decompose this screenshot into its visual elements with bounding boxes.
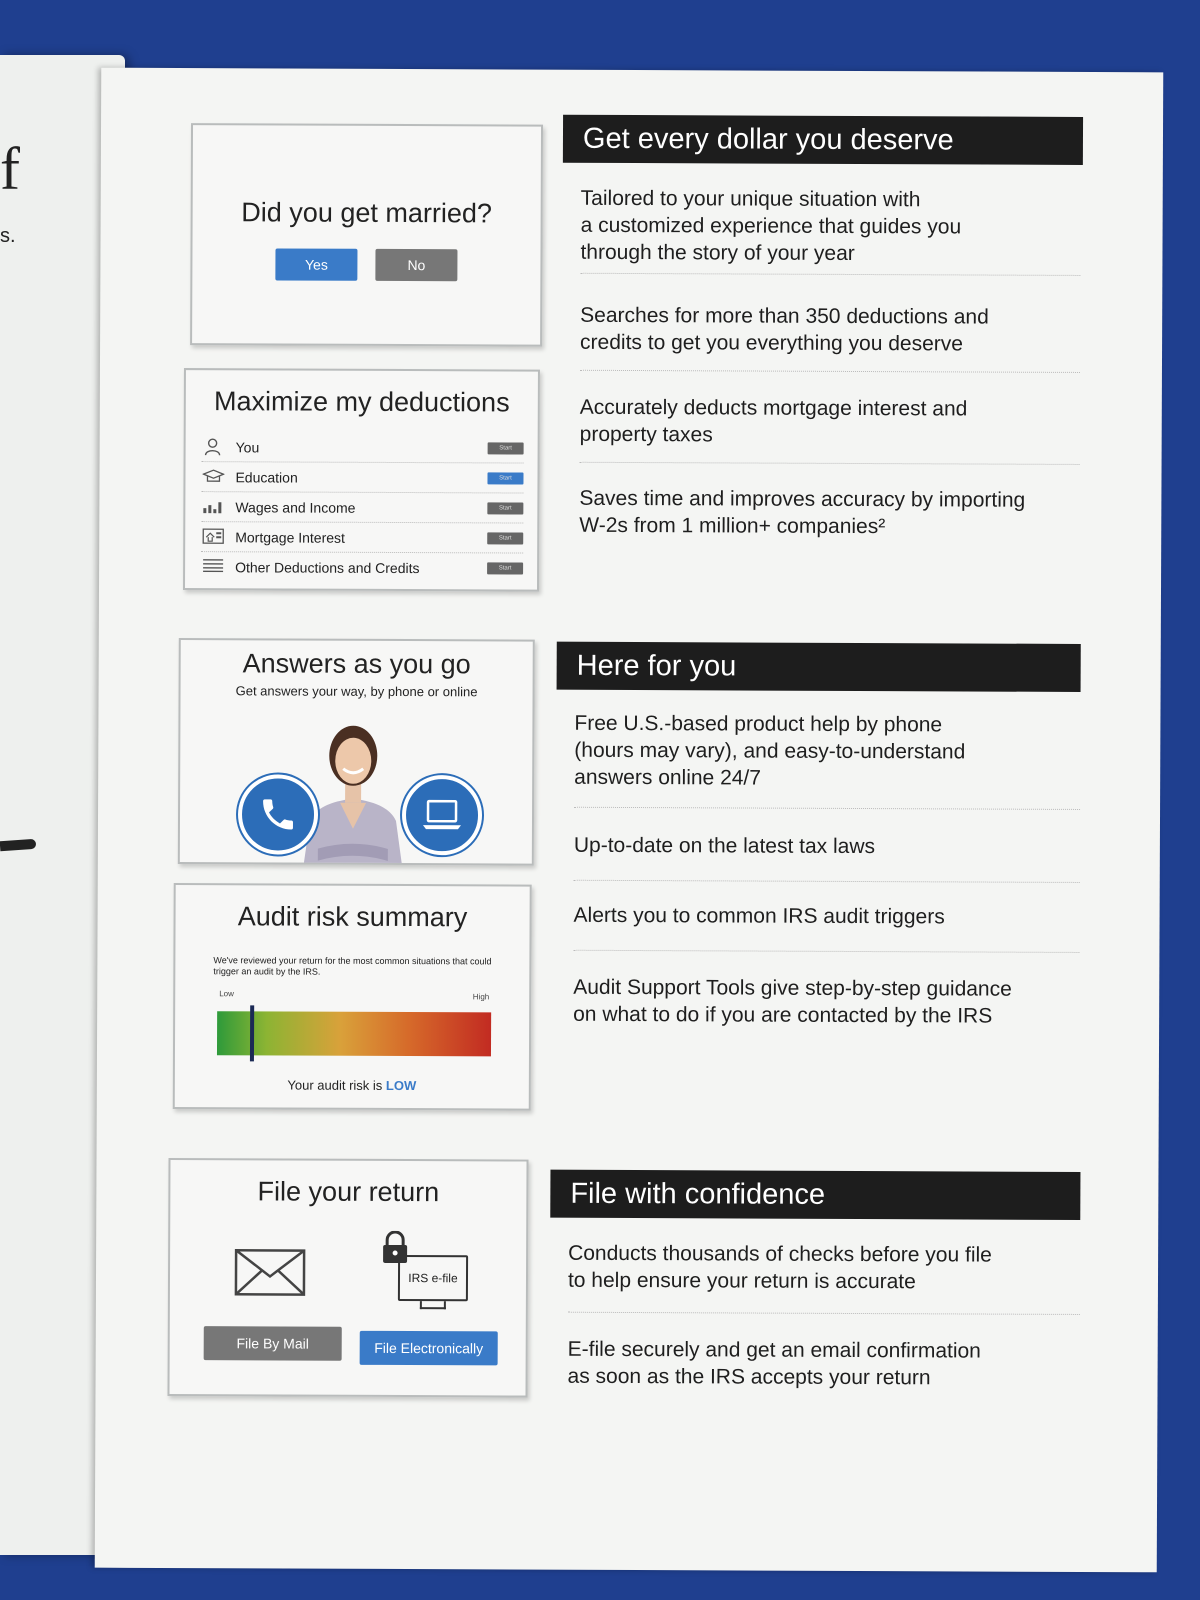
start-button[interactable]: Start [487,532,523,544]
divider [568,1312,1080,1315]
start-button[interactable]: Start [488,442,524,454]
irs-efile-monitor [398,1255,468,1301]
section-header-confidence: File with confidence [550,1170,1080,1220]
deduction-row[interactable] [201,522,523,553]
audit-result [175,1077,529,1094]
binder-clip [0,839,36,851]
audit-card [173,883,532,1111]
feature-text: Saves time and improves accuracy by importing W-2s from 1 million+ companies² [579,486,1026,539]
feature-text: Conducts thousands of checks before you file to help ensure your return is accurate [567,1241,992,1294]
audit-risk-meter [217,1011,491,1056]
deduction-row[interactable] [201,552,523,583]
file-by-mail-button[interactable]: File By Mail [204,1326,342,1361]
divider [574,880,1080,883]
audit-result-value: LOW [385,1077,417,1094]
feature-text: Accurately deducts mortgage interest and property taxes [579,395,968,447]
file-card-title: File your return [257,1176,440,1208]
feature-text: Tailored to your unique situation with a customized experience that guides you through the story of your year [580,186,962,265]
answers-card-subtitle: Get answers your way, by phone or online [235,683,478,700]
audit-result-prefix: Your audit risk is [287,1077,386,1093]
deduction-label: Education [235,468,298,486]
feature-text: Alerts you to common IRS audit triggers [573,903,945,929]
list-icon [201,558,225,576]
feature-text: Up-to-date on the latest tax laws [573,833,876,859]
brochure-page [95,68,1164,1573]
left-page-fragment-letter: f [0,136,20,202]
divider [580,273,1080,276]
answers-card [178,638,535,866]
deductions-card-title: Maximize my deductions [213,386,510,418]
audit-card-title: Audit risk summary [237,901,468,933]
deduction-row[interactable] [201,492,523,523]
irs-efile-label: IRS e-file [408,1271,458,1286]
house-icon [201,528,225,546]
divider [580,370,1080,373]
start-button[interactable]: Start [487,562,523,574]
left-page-fragment-text: s. [0,225,16,247]
answers-card-title: Answers as you go [242,648,471,680]
risk-marker [250,1005,254,1061]
phone-support-button[interactable] [238,774,318,854]
deduction-row[interactable] [201,462,523,493]
bar-chart-icon [201,498,225,516]
section-header-here: Here for you [557,642,1081,692]
start-button[interactable]: Start [487,502,523,514]
feature-text: Searches for more than 350 deductions and credits to get you everything you deserve [580,303,989,356]
deduction-label: You [235,438,260,455]
person-icon [202,438,226,456]
file-electronically-button[interactable]: File Electronically [360,1331,498,1366]
no-button[interactable]: No [375,249,457,281]
yes-button[interactable]: Yes [275,248,357,280]
deductions-card [183,368,540,592]
divider [573,950,1079,953]
deduction-label: Wages and Income [235,498,356,516]
graduation-cap-icon [201,468,225,486]
online-support-button[interactable] [402,775,482,855]
deduction-row[interactable] [202,432,524,463]
feature-text: E-file securely and get an email confirmation as soon as the IRS accepts your return [567,1337,981,1390]
divider [574,807,1080,810]
file-card [167,1158,528,1398]
low-label: Low [219,989,234,999]
deduction-label: Mortgage Interest [235,528,346,546]
audit-description: We've reviewed your return for the most common situations that could trigger an audit by the IRS. [213,955,492,977]
married-card [190,123,543,347]
envelope-icon [234,1248,306,1301]
start-button[interactable]: Start [487,472,523,484]
feature-text: Free U.S.-based product help by phone (hours may vary), and easy-to-understand answers online 24/7 [574,711,966,790]
divider [580,462,1080,465]
monitor-stand [420,1301,446,1309]
laptop-icon [420,797,464,833]
high-label: High [472,992,490,1002]
deduction-label: Other Deductions and Credits [235,559,420,577]
feature-text: Audit Support Tools give step-by-step guidance on what to do if you are contacted by the IRS [573,975,1012,1028]
married-card-title: Did you get married? [241,197,493,229]
support-agent-image [298,711,409,866]
section-header-dollar: Get every dollar you deserve [563,115,1083,165]
phone-icon [258,794,298,834]
